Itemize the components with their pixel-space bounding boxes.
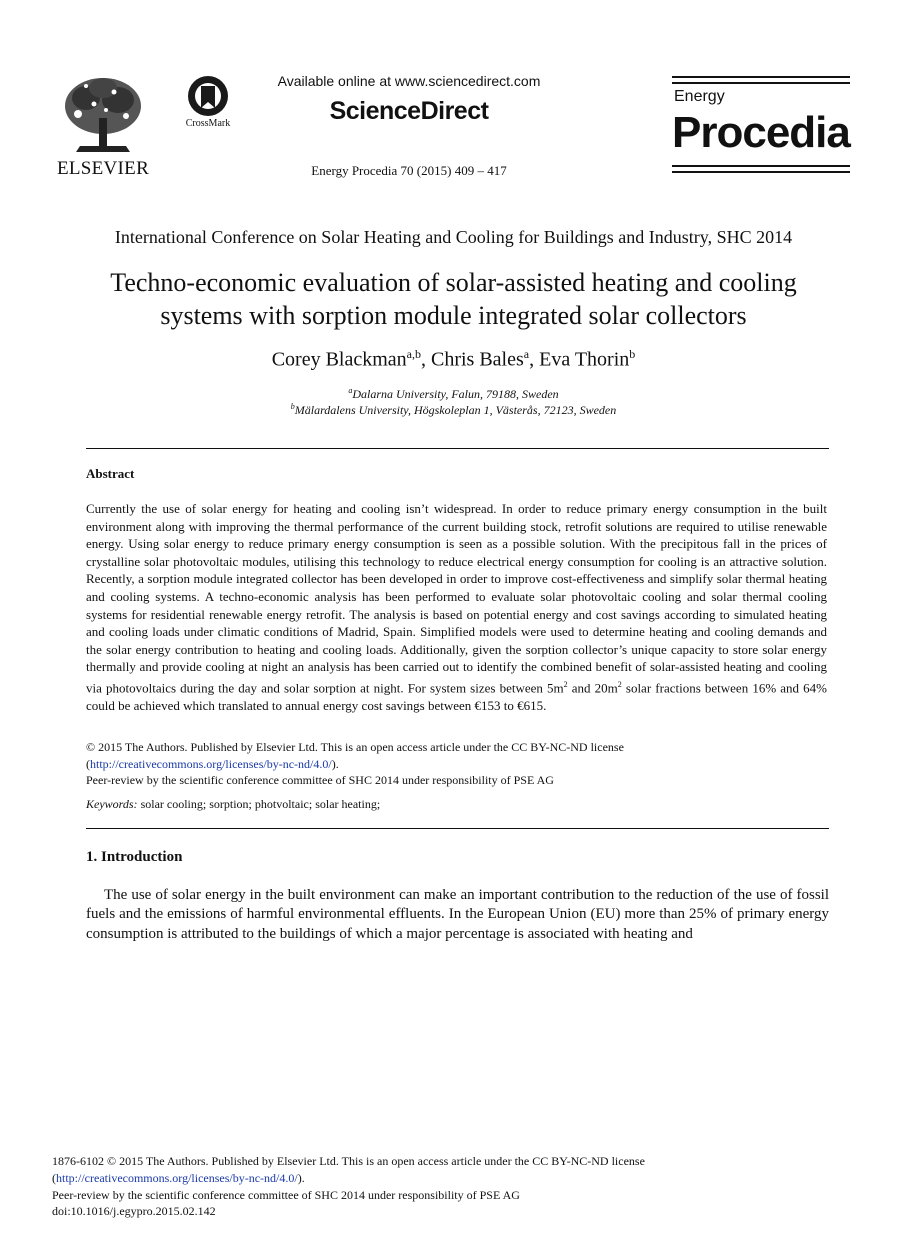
affiliation-sup: b [290, 402, 295, 411]
keywords-list: solar cooling; sorption; photvoltaic; solar heating; [137, 797, 381, 811]
paper-title [60, 266, 847, 332]
journal-logo-energy: Energy [674, 88, 725, 105]
journal-logo-rule-top-2 [672, 82, 850, 84]
title-line-1: Techno-economic evaluation of solar-assisted heating and cooling [110, 268, 797, 297]
author-affil-sup: a [523, 347, 530, 361]
footer-license-line [52, 1171, 812, 1186]
abstract-body [86, 500, 827, 714]
available-online-text: Available online at www.sciencedirect.com [277, 73, 541, 89]
author-affil-sup: b [629, 347, 636, 361]
journal-logo-rule-top [672, 76, 850, 78]
journal-citation: Energy Procedia 70 (2015) 409 – 417 [311, 163, 507, 178]
keywords-label: Keywords: [86, 797, 138, 811]
author-name: Chris Bales [431, 348, 524, 371]
elsevier-wordmark: ELSEVIER [56, 158, 150, 179]
abstract-text-part: and 20m [567, 680, 618, 696]
affiliation-a [60, 386, 847, 402]
abstract-text-part: solar fractions between 16% and 64% could be achieved which translated to annual energy cost savings between €153 to €615. [86, 680, 827, 713]
affiliation-b [60, 402, 847, 418]
affiliation-text: Dalarna University, Falun, 79188, Sweden [352, 387, 559, 401]
abstract-top-rule [86, 448, 829, 449]
footer-peer-review: Peer-review by the scientific conference committee of SHC 2014 under responsibility of PSE AG [52, 1188, 520, 1202]
footer-issn-line: 1876-6102 © 2015 The Authors. Published by Elsevier Ltd. This is an open access article under the CC BY-NC-ND license [52, 1154, 645, 1168]
affiliation-sup: a [348, 386, 353, 395]
conference-name: International Conference on Solar Heating and Cooling for Buildings and Industry, SHC 2014 [114, 227, 793, 247]
superscript: 2 [563, 679, 568, 689]
section-heading-introduction: 1. Introduction [86, 849, 183, 865]
journal-logo-rule-bottom-2 [672, 171, 850, 173]
author-name: Eva Thorin [539, 348, 630, 371]
peer-review-line: Peer-review by the scientific conference committee of SHC 2014 under responsibility of PSE AG [86, 773, 554, 787]
keywords [86, 797, 380, 812]
copyright-notice [86, 739, 827, 789]
author-separator: , [529, 348, 540, 371]
author-name: Corey Blackman [271, 348, 407, 371]
license-link[interactable]: http://creativecommons.org/licenses/by-nc-nd/4.0/ [90, 756, 332, 771]
abstract-text-part: Currently the use of solar energy for heating and cooling isn’t widespread. In order to reduce primary energy consumption in the built environment along with improving the thermal performance of the current building stock, retrofit solutions are required to utilise renewable energy. Using solar energy to reduce primary energy consumption is seen as a possible solution. With the precipitous fall in the prices of crystalline solar photovoltaic modules, utilising this technology to reduce electrical energy consumption for cooling is an attractive solution. Recently, a sorption module integrated collector has been developed in order to improve cost-effectiveness and simplify solar thermal heating and cooling systems. A techno-economic analysis has been performed to evaluate solar photovoltaic cooling and solar thermal cooling systems for residential renewable energy retrofit. The analysis is based on potential energy and cost savings according to simulated heating and cooling loads under climatic conditions of Madrid, Spain. Simplified models were used to determine heating and cooling demands and the solar energy contribution to heating and cooling loads. Additionally, given the sorption collector’s unique capacity to store solar energy thermally and provide cooling at night an analysis has been carried out to identify the combined benefit of solar-assisted heating and cooling via photovoltaics during the day and solar sorption at night. For system sizes between 5m [86, 501, 827, 696]
paren-open: ( [86, 756, 90, 771]
author-list [60, 347, 847, 372]
title-line-2: systems with sorption module integrated solar collectors [160, 301, 747, 330]
abstract-heading: Abstract [86, 466, 135, 481]
journal-logo-procedia: Procedia [672, 108, 850, 157]
superscript: 2 [617, 679, 622, 689]
copyright-line: © 2015 The Authors. Published by Elsevier Ltd. This is an open access article under the CC BY-NC-ND license [86, 740, 624, 754]
paren-open: ( [52, 1171, 56, 1185]
affiliation-text: Mälardalens University, Högskoleplan 1, Västerås, 72123, Sweden [294, 403, 617, 417]
paren-close: ). [297, 1171, 305, 1185]
journal-logo-rule-bottom [672, 165, 850, 167]
crossmark-label: CrossMark [185, 118, 231, 129]
paren-close: ). [331, 756, 339, 771]
copyright-link-line [86, 756, 827, 773]
sciencedirect-logo: ScienceDirect [329, 97, 489, 125]
footer-license-link[interactable]: http://creativecommons.org/licenses/by-nc-nd/4.0/ [56, 1171, 298, 1185]
author-affil-sup: a,b [406, 347, 421, 361]
abstract-bottom-rule [86, 828, 829, 829]
footer-doi: doi:10.1016/j.egypro.2015.02.142 [52, 1204, 216, 1218]
author-separator: , [421, 348, 431, 371]
introduction-paragraph: The use of solar energy in the built environment can make an important contribution to the reduction of the use of fossil fuels and the emissions of harmful environmental effluents. In the European Union (EU) more than 25% of primary energy consumption is attributed to the buildings of which a major percentage is associated with heating and [86, 887, 829, 942]
